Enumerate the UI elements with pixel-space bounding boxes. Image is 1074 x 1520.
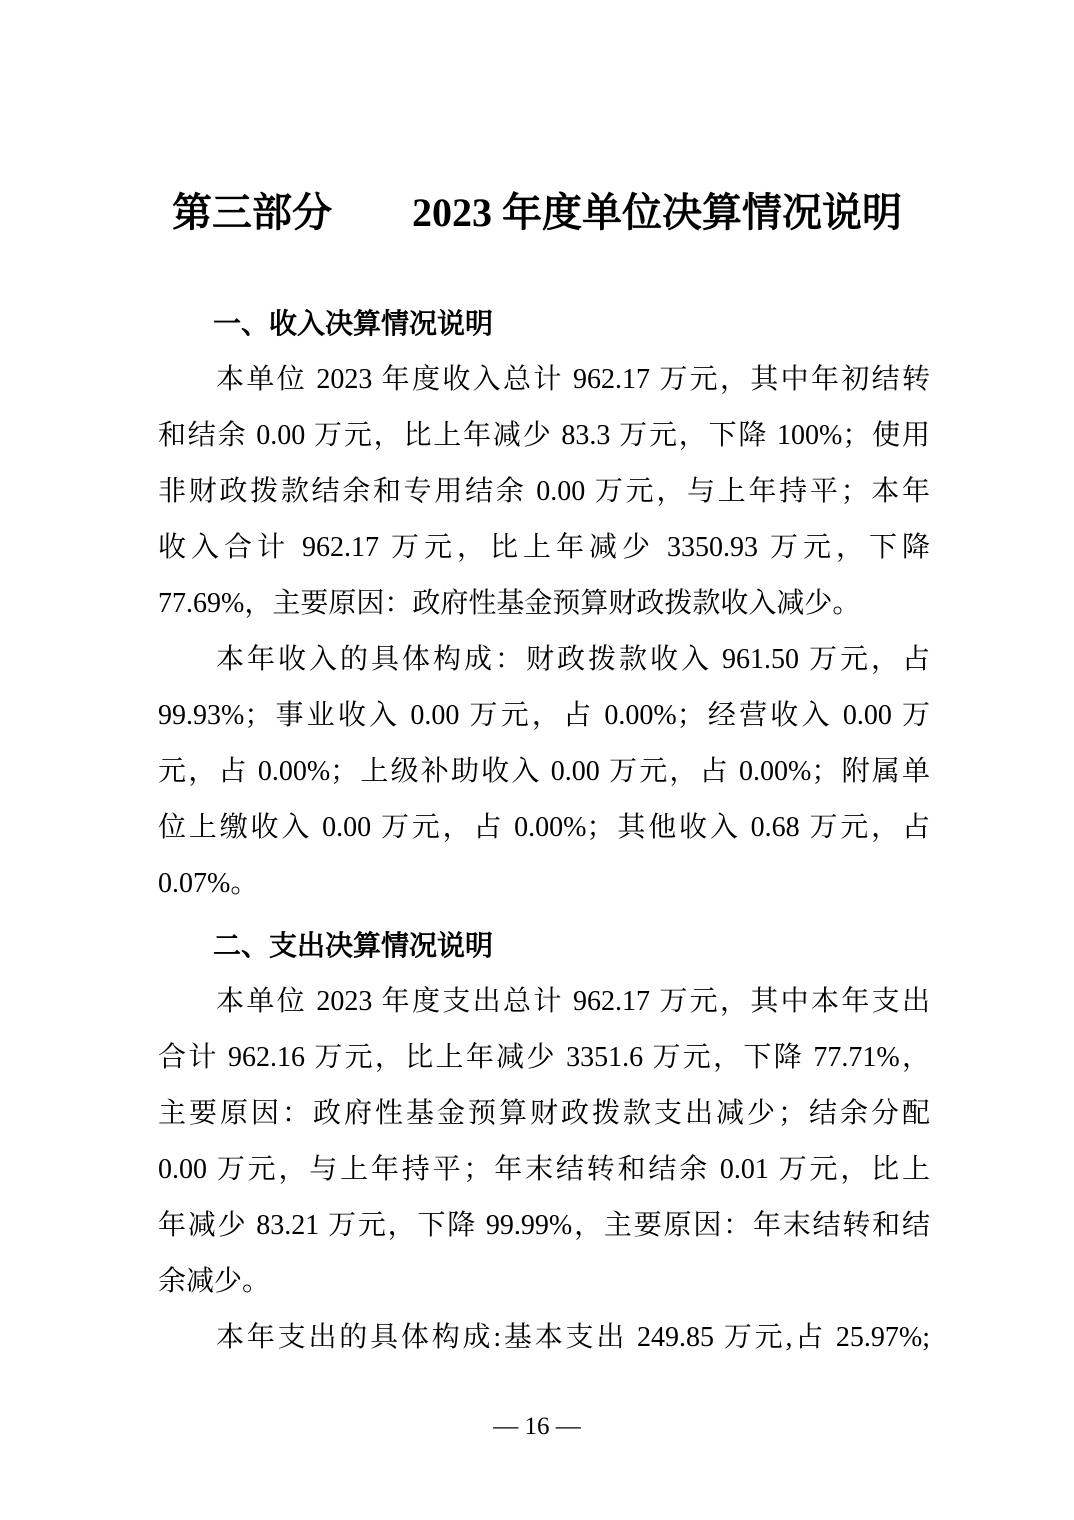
paragraph-expense-summary [158,974,930,1310]
text-line: 99.93%；事业收入 0.00 万元，占 0.00%；经营收入 0.00 万 [158,700,930,731]
text-line: 合计 962.16 万元，比上年减少 3351.6 万元，下降 77.71%， [158,1042,930,1073]
text-line: 非财政拨款结余和专用结余 0.00 万元，与上年持平；本年 [158,476,930,507]
text-line: 年减少 83.21 万元，下降 99.99%，主要原因：年末结转和结 [158,1210,930,1241]
text-line: 本单位 2023 年度支出总计 962.17 万元，其中本年支出 [216,986,930,1017]
section-heading-expense: 二、支出决算情况说明 [213,930,494,961]
text-line: 77.69%，主要原因：政府性基金预算财政拨款收入减少。 [158,588,861,619]
text-line: 收入合计 962.17 万元，比上年减少 3350.93 万元，下降 [158,532,930,563]
text-line: 元，占 0.00%；上级补助收入 0.00 万元，占 0.00%；附属单 [158,756,930,787]
text-line: 余减少。 [158,1266,271,1297]
text-line: 位上缴收入 0.00 万元，占 0.00%；其他收入 0.68 万元，占 [158,812,930,843]
paragraph-income-summary [158,352,930,632]
text-line: 本年收入的具体构成：财政拨款收入 961.50 万元，占 [216,644,930,675]
page-title: 第三部分 2023 年度单位决算情况说明 [172,190,902,235]
page-number: — 16 — [493,1413,581,1440]
document-body [158,296,930,1366]
text-line: 本单位 2023 年度收入总计 962.17 万元，其中年初结转 [216,364,930,395]
paragraph-income-composition [158,632,930,912]
text-line: 主要原因：政府性基金预算财政拨款支出减少；结余分配 [158,1098,930,1129]
paragraph-expense-composition [158,1310,930,1366]
text-line: 本年支出的具体构成:基本支出 249.85 万元,占 25.97%; [216,1322,930,1353]
text-line: 0.07%。 [158,868,259,899]
section-heading-income: 一、收入决算情况说明 [213,308,494,339]
text-line: 和结余 0.00 万元，比上年减少 83.3 万元，下降 100%；使用 [158,420,930,451]
text-line: 0.00 万元，与上年持平；年末结转和结余 0.01 万元，比上 [158,1154,930,1185]
page-footer [0,1412,1074,1442]
